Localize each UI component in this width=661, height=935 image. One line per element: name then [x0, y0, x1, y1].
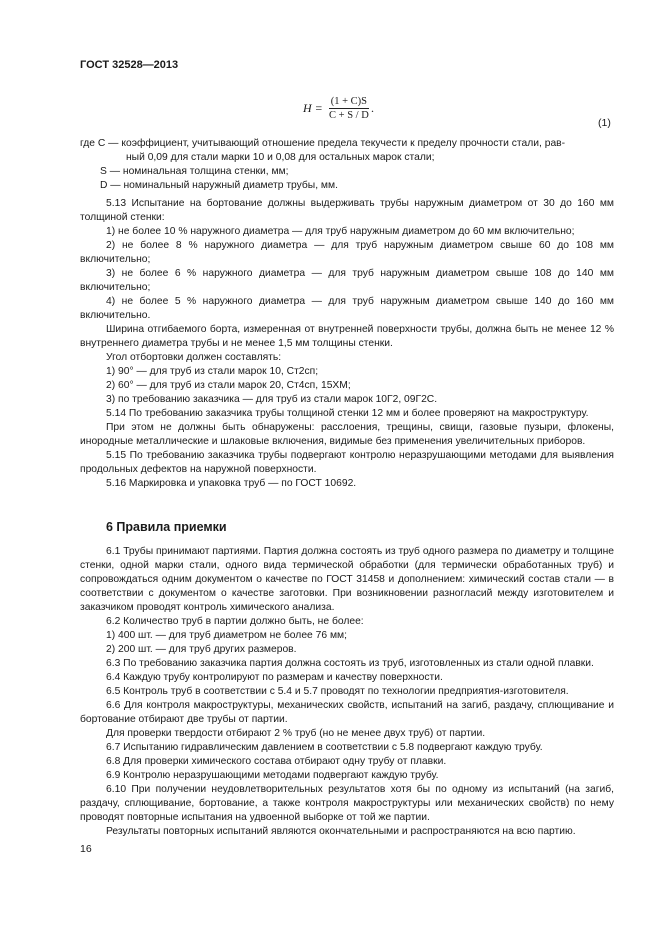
formula-numerator: (1 + C)S	[330, 96, 368, 107]
paragraph: 5.16 Маркировка и упаковка труб — по ГОСТ 10692.	[106, 478, 357, 489]
paragraph: 2) не более 8 % наружного диаметра — для труб наружным диаметром свыше 60 до 108 мм включительно;	[80, 240, 614, 265]
paragraph: 5.14 По требованию заказчика трубы толщиной стенки 12 мм и более проверяют на макроструктуру.	[106, 408, 589, 419]
section-6-body	[80, 545, 614, 839]
paragraph: 6.2 Количество труб в партии должно быть, не более:	[106, 616, 364, 627]
paragraph: 6.5 Контроль труб в соответствии с 5.4 и 5.7 проводят по технологии предприятия-изготовителя.	[106, 686, 569, 697]
paragraph: Угол отбортовки должен составлять:	[106, 352, 282, 363]
paragraph: 2) 200 шт. — для труб других размеров.	[106, 644, 297, 655]
formula-end: .	[371, 101, 375, 115]
paragraph: 6.3 По требованию заказчика партия должна состоять из труб, изготовленных из стали одной плавки.	[106, 658, 594, 669]
paragraph: Ширина отгибаемого борта, измеренная от внутренней поверхности трубы, должна быть не менее 12 % внутреннего диаметра трубы и не менее 1,5 мм толщины стенки.	[80, 324, 614, 349]
paragraph: 3) по требованию заказчика — для труб из стали марок 10Г2, 09Г2С.	[106, 394, 438, 405]
paragraph: 6.1 Трубы принимают партиями. Партия должна состоять из труб одного размера по диаметру и толщине стенки, одной марки стали, одного вида термической обработки (для термически обработанных труб) и сопровождаться одним документом о качестве по ГОСТ 31458 и дополнением: химический состав стали — в соответствии с документом о качестве заготовки. При возникновении разногласий между изготовителем и заказчиком проводят контроль химического анализа.	[80, 546, 614, 613]
paragraph: 2) 60° — для труб из стали марок 20, Ст4сп, 15ХМ;	[106, 380, 351, 391]
paragraph: 6.6 Для контроля макроструктуры, механических свойств, испытаний на загиб, раздачу, сплющивание и бортование отбирают две трубы от партии.	[80, 700, 614, 725]
paragraph: 6.10 При получении неудовлетворительных результатов хотя бы по одному из испытаний (на загиб, раздачу, сплющивание, бортование, а также контроля макроструктуры или механических свойств) по нему проводят повторные испытания на удвоенной выборке от той же партии.	[80, 784, 614, 823]
equation-number: (1)	[598, 117, 611, 129]
paragraph: 6.4 Каждую трубу контролируют по размерам и качеству поверхности.	[106, 672, 443, 683]
paragraph: 6.7 Испытанию гидравлическим давлением в соответствии с 5.8 подвергают каждую трубу.	[106, 742, 543, 753]
paragraph: 3) не более 6 % наружного диаметра — для труб наружным диаметром свыше 108 до 140 мм включительно;	[80, 268, 614, 293]
paragraph: 1) 400 шт. — для труб диаметром не более 76 мм;	[106, 630, 347, 641]
formula-lhs: H =	[303, 101, 323, 115]
formula	[303, 96, 374, 121]
paragraph: 1) 90° — для труб из стали марок 10, Ст2сп;	[106, 366, 319, 377]
formula-legend	[80, 137, 614, 193]
legend-line: S — номинальная толщина стенки, мм;	[100, 166, 289, 177]
formula-denominator: C + S / D	[329, 110, 369, 121]
paragraph: Для проверки твердости отбирают 2 % труб (но не менее двух труб) от партии.	[106, 728, 486, 739]
paragraph: 5.15 По требованию заказчика трубы подвергают контролю неразрушающими методами для выявления продольных дефектов на наружной поверхности.	[80, 450, 614, 475]
paragraph: 1) не более 10 % наружного диаметра — для труб наружным диаметром до 60 мм включительно;	[106, 226, 575, 237]
page-number: 16	[80, 843, 92, 855]
section-6-title: 6 Правила приемки	[106, 520, 227, 534]
paragraph: При этом не должны быть обнаружены: расслоения, трещины, свищи, газовые пузыри, флокены, инородные металлические и шлаковые включения, видимые без применения увеличительных приборов.	[80, 422, 614, 447]
paragraph: 6.8 Для проверки химического состава отбирают одну трубу от плавки.	[106, 756, 447, 767]
paragraph: 4) не более 5 % наружного диаметра — для труб наружным диаметром свыше 140 до 160 мм включительно.	[80, 296, 614, 321]
legend-line: D — номинальный наружный диаметр трубы, мм.	[100, 180, 338, 191]
legend-line: ный 0,09 для стали марки 10 и 0,08 для остальных марок стали;	[126, 152, 435, 163]
paragraph: 6.9 Контролю неразрушающими методами подвергают каждую трубу.	[106, 770, 439, 781]
formula-fraction	[329, 96, 369, 121]
paragraph: Результаты повторных испытаний являются окончательными и распространяются на всю партию.	[106, 826, 576, 837]
legend-line: где C — коэффициент, учитывающий отношение предела текучести к пределу прочности стали, рав-	[80, 138, 566, 149]
clauses-5-13-to-5-16	[80, 197, 614, 491]
document-header: ГОСТ 32528—2013	[80, 59, 179, 71]
paragraph: 5.13 Испытание на бортование должны выдерживать трубы наружным диаметром от 30 до 160 мм толщиной стенки:	[80, 198, 614, 223]
